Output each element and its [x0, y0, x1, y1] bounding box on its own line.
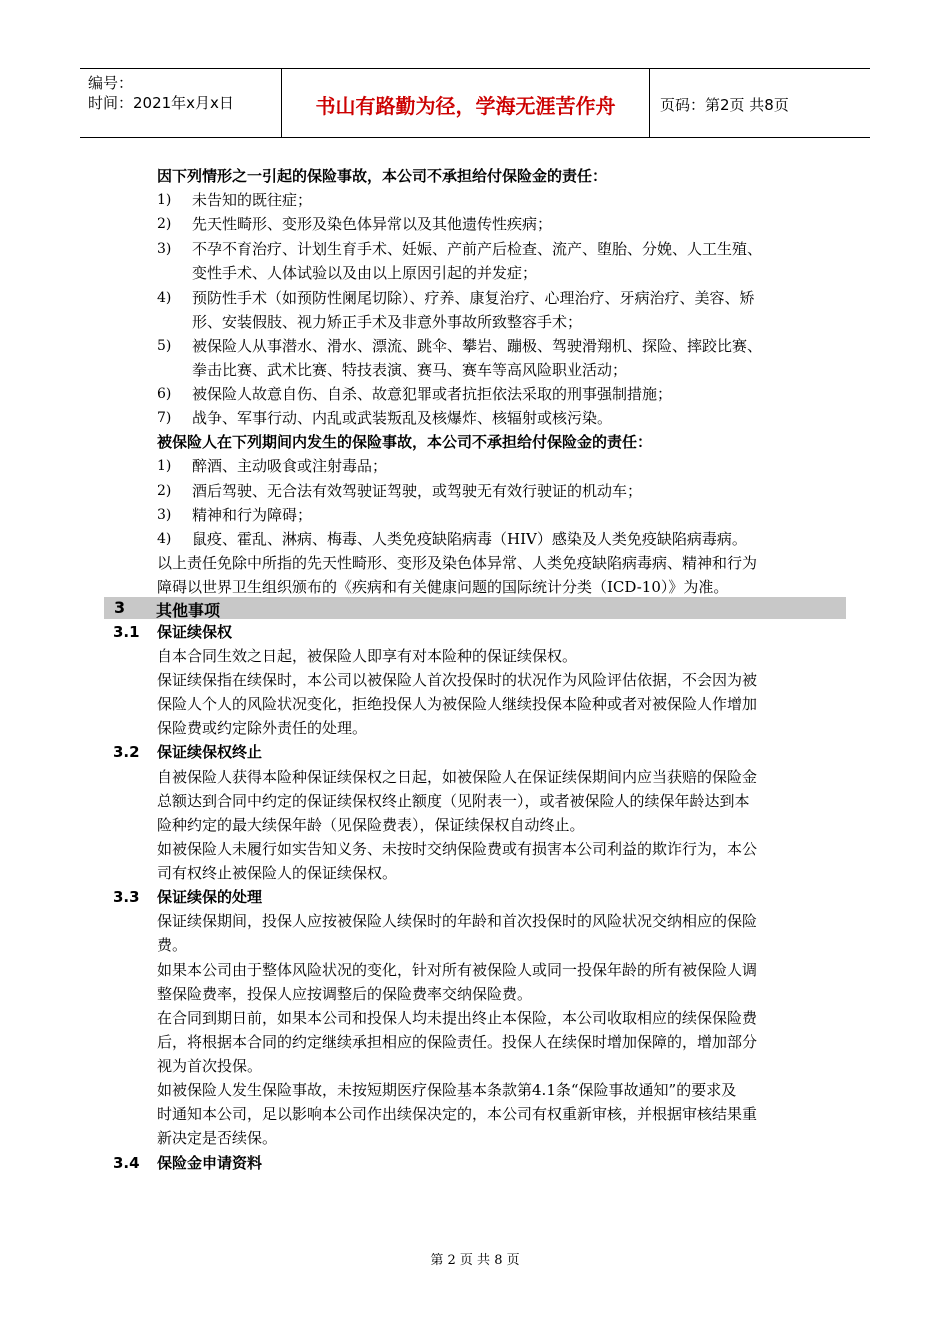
subsection-number: 3.4 [113, 1154, 140, 1172]
list-item: 酒后驾驶、无合法有效驾驶证驾驶，或驾驶无有效行驶证的机动车； [192, 482, 643, 500]
list-item-continuation: 形、安装假肢、视力矫正手术及非意外事故所致整容手术； [192, 313, 583, 331]
paragraph-line: 后，将根据本合同的约定继续承担相应的保险责任。投保人在续保时增加保障的，增加部分 [157, 1033, 758, 1051]
list-item-number: 4) [157, 531, 172, 547]
list-item-number: 1) [157, 458, 172, 474]
list-item: 醉酒、主动吸食或注射毒品； [192, 457, 388, 475]
page-header [80, 68, 870, 138]
subsection-number: 3.3 [113, 888, 140, 906]
list-item: 不孕不育治疗、计划生育手术、妊娠、产前产后检查、流产、堕胎、分娩、人工生殖、 [192, 240, 763, 258]
list-item-number: 3) [157, 507, 172, 523]
section-heading [104, 597, 846, 619]
subsection-title: 保险金申请资料 [157, 1154, 263, 1172]
list-item-number: 6) [157, 386, 172, 402]
subsection-title: 保证续保权 [157, 623, 233, 641]
page-footer: 第 2 页 共 8 页 [430, 1253, 520, 1268]
paragraph-line: 保险费或约定除外责任的处理。 [157, 719, 368, 737]
paragraph-line: 如被保险人发生保险事故，未按短期医疗保险基本条款第4.1条“保险事故通知”的要求及 [157, 1081, 737, 1099]
paragraph-line: 在合同到期日前，如果本公司和投保人均未提出终止本保险，本公司收取相应的续保保险费 [157, 1009, 758, 1027]
list-item: 被保险人故意自伤、自杀、故意犯罪或者抗拒依法采取的刑事强制措施； [192, 385, 673, 403]
subsection-title: 保证续保的处理 [157, 888, 263, 906]
paragraph-line: 保证续保期间，投保人应按被保险人续保时的年龄和首次投保时的风险状况交纳相应的保险 [157, 912, 758, 930]
paragraph-line: 新决定是否续保。 [157, 1129, 278, 1147]
paragraph-line: 保证续保指在续保时，本公司以被保险人首次投保时的状况作为风险评估依据，不会因为被 [157, 671, 758, 689]
list-item: 先天性畸形、变形及染色体异常以及其他遗传性疾病； [192, 215, 553, 233]
paragraph-line: 整保险费率，投保人应按调整后的保险费率交纳保险费。 [157, 985, 533, 1003]
subsection-number: 3.1 [113, 623, 140, 641]
paragraph-line: 司有权终止被保险人的保证续保权。 [157, 864, 398, 882]
list-item-number: 7) [157, 410, 172, 426]
exclusions-note: 以上责任免除中所指的先天性畸形、变形及染色体异常、人类免疫缺陷病毒病、精神和行为 [157, 554, 758, 572]
list-item: 精神和行为障碍； [192, 506, 313, 524]
subsection-number: 3.2 [113, 743, 140, 761]
header-motto: 书山有路勤为径，学海无涯苦作舟 [315, 94, 616, 118]
list-item: 预防性手术（如预防性阑尾切除）、疗养、康复治疗、心理治疗、牙病治疗、美容、矫 [192, 289, 755, 307]
paragraph-line: 险种约定的最大续保年龄（见保险费表），保证续保权自动终止。 [157, 816, 585, 834]
exclusions-note: 障碍以世界卫生组织颁布的《疾病和有关健康问题的国际统计分类（ICD-10）》为准。 [157, 578, 729, 596]
paragraph-line: 视为首次投保。 [157, 1057, 263, 1075]
paragraph-line: 总额达到合同中约定的保证续保权终止额度（见附表一），或者被保险人的续保年龄达到本 [157, 792, 750, 810]
header-motto-cell [282, 69, 650, 137]
list-item-number: 4) [157, 290, 172, 306]
list-item-number: 5) [157, 338, 172, 354]
list-item: 未告知的既往症； [192, 191, 313, 209]
list-item-number: 3) [157, 241, 172, 257]
paragraph-line: 费。 [157, 936, 188, 954]
paragraph-line: 自本合同生效之日起，被保险人即享有对本险种的保证续保权。 [157, 647, 578, 665]
paragraph-line: 如果本公司由于整体风险状况的变化，针对所有被保险人或同一投保年龄的所有被保险人调 [157, 961, 758, 979]
list-item-continuation: 拳击比赛、武术比赛、特技表演、赛马、赛车等高风险职业活动； [192, 361, 628, 379]
section-number: 3 [114, 598, 126, 617]
header-meta-cell [80, 69, 282, 137]
exclusions-title: 被保险人在下列期间内发生的保险事故，本公司不承担给付保险金的责任： [157, 433, 653, 451]
subsection-title: 保证续保权终止 [157, 743, 263, 761]
document-time-label: 时间：2021年x月x日 [88, 94, 234, 112]
paragraph-line: 保险人个人的风险状况变化，拒绝投保人为被保险人继续投保本险种或者对被保险人作增加 [157, 695, 758, 713]
list-item: 被保险人从事潜水、滑水、漂流、跳伞、攀岩、蹦极、驾驶滑翔机、探险、摔跤比赛、 [192, 337, 763, 355]
list-item: 鼠疫、霍乱、淋病、梅毒、人类免疫缺陷病毒（HIV）感染及人类免疫缺陷病毒病。 [192, 530, 747, 548]
paragraph-line: 时通知本公司，足以影响本公司作出续保决定的，本公司有权重新审核，并根据审核结果重 [157, 1105, 758, 1123]
header-page-cell [650, 69, 870, 137]
document-number-label: 编号： [88, 74, 134, 92]
list-item-continuation: 变性手术、人体试验以及由以上原因引起的并发症； [192, 264, 538, 282]
paragraph-line: 自被保险人获得本险种保证续保权之日起，如被保险人在保证续保期间内应当获赔的保险金 [157, 768, 758, 786]
list-item-number: 2) [157, 483, 172, 499]
list-item-number: 2) [157, 216, 172, 232]
list-item-number: 1) [157, 192, 172, 208]
list-item: 战争、军事行动、内乱或武装叛乱及核爆炸、核辐射或核污染。 [192, 409, 613, 427]
header-page-label: 页码：第2页 共8页 [660, 96, 789, 114]
section-title: 其他事项 [156, 601, 221, 620]
exclusions-title: 因下列情形之一引起的保险事故，本公司不承担给付保险金的责任： [157, 167, 608, 185]
paragraph-line: 如被保险人未履行如实告知义务、未按时交纳保险费或有损害本公司利益的欺诈行为，本公 [157, 840, 758, 858]
